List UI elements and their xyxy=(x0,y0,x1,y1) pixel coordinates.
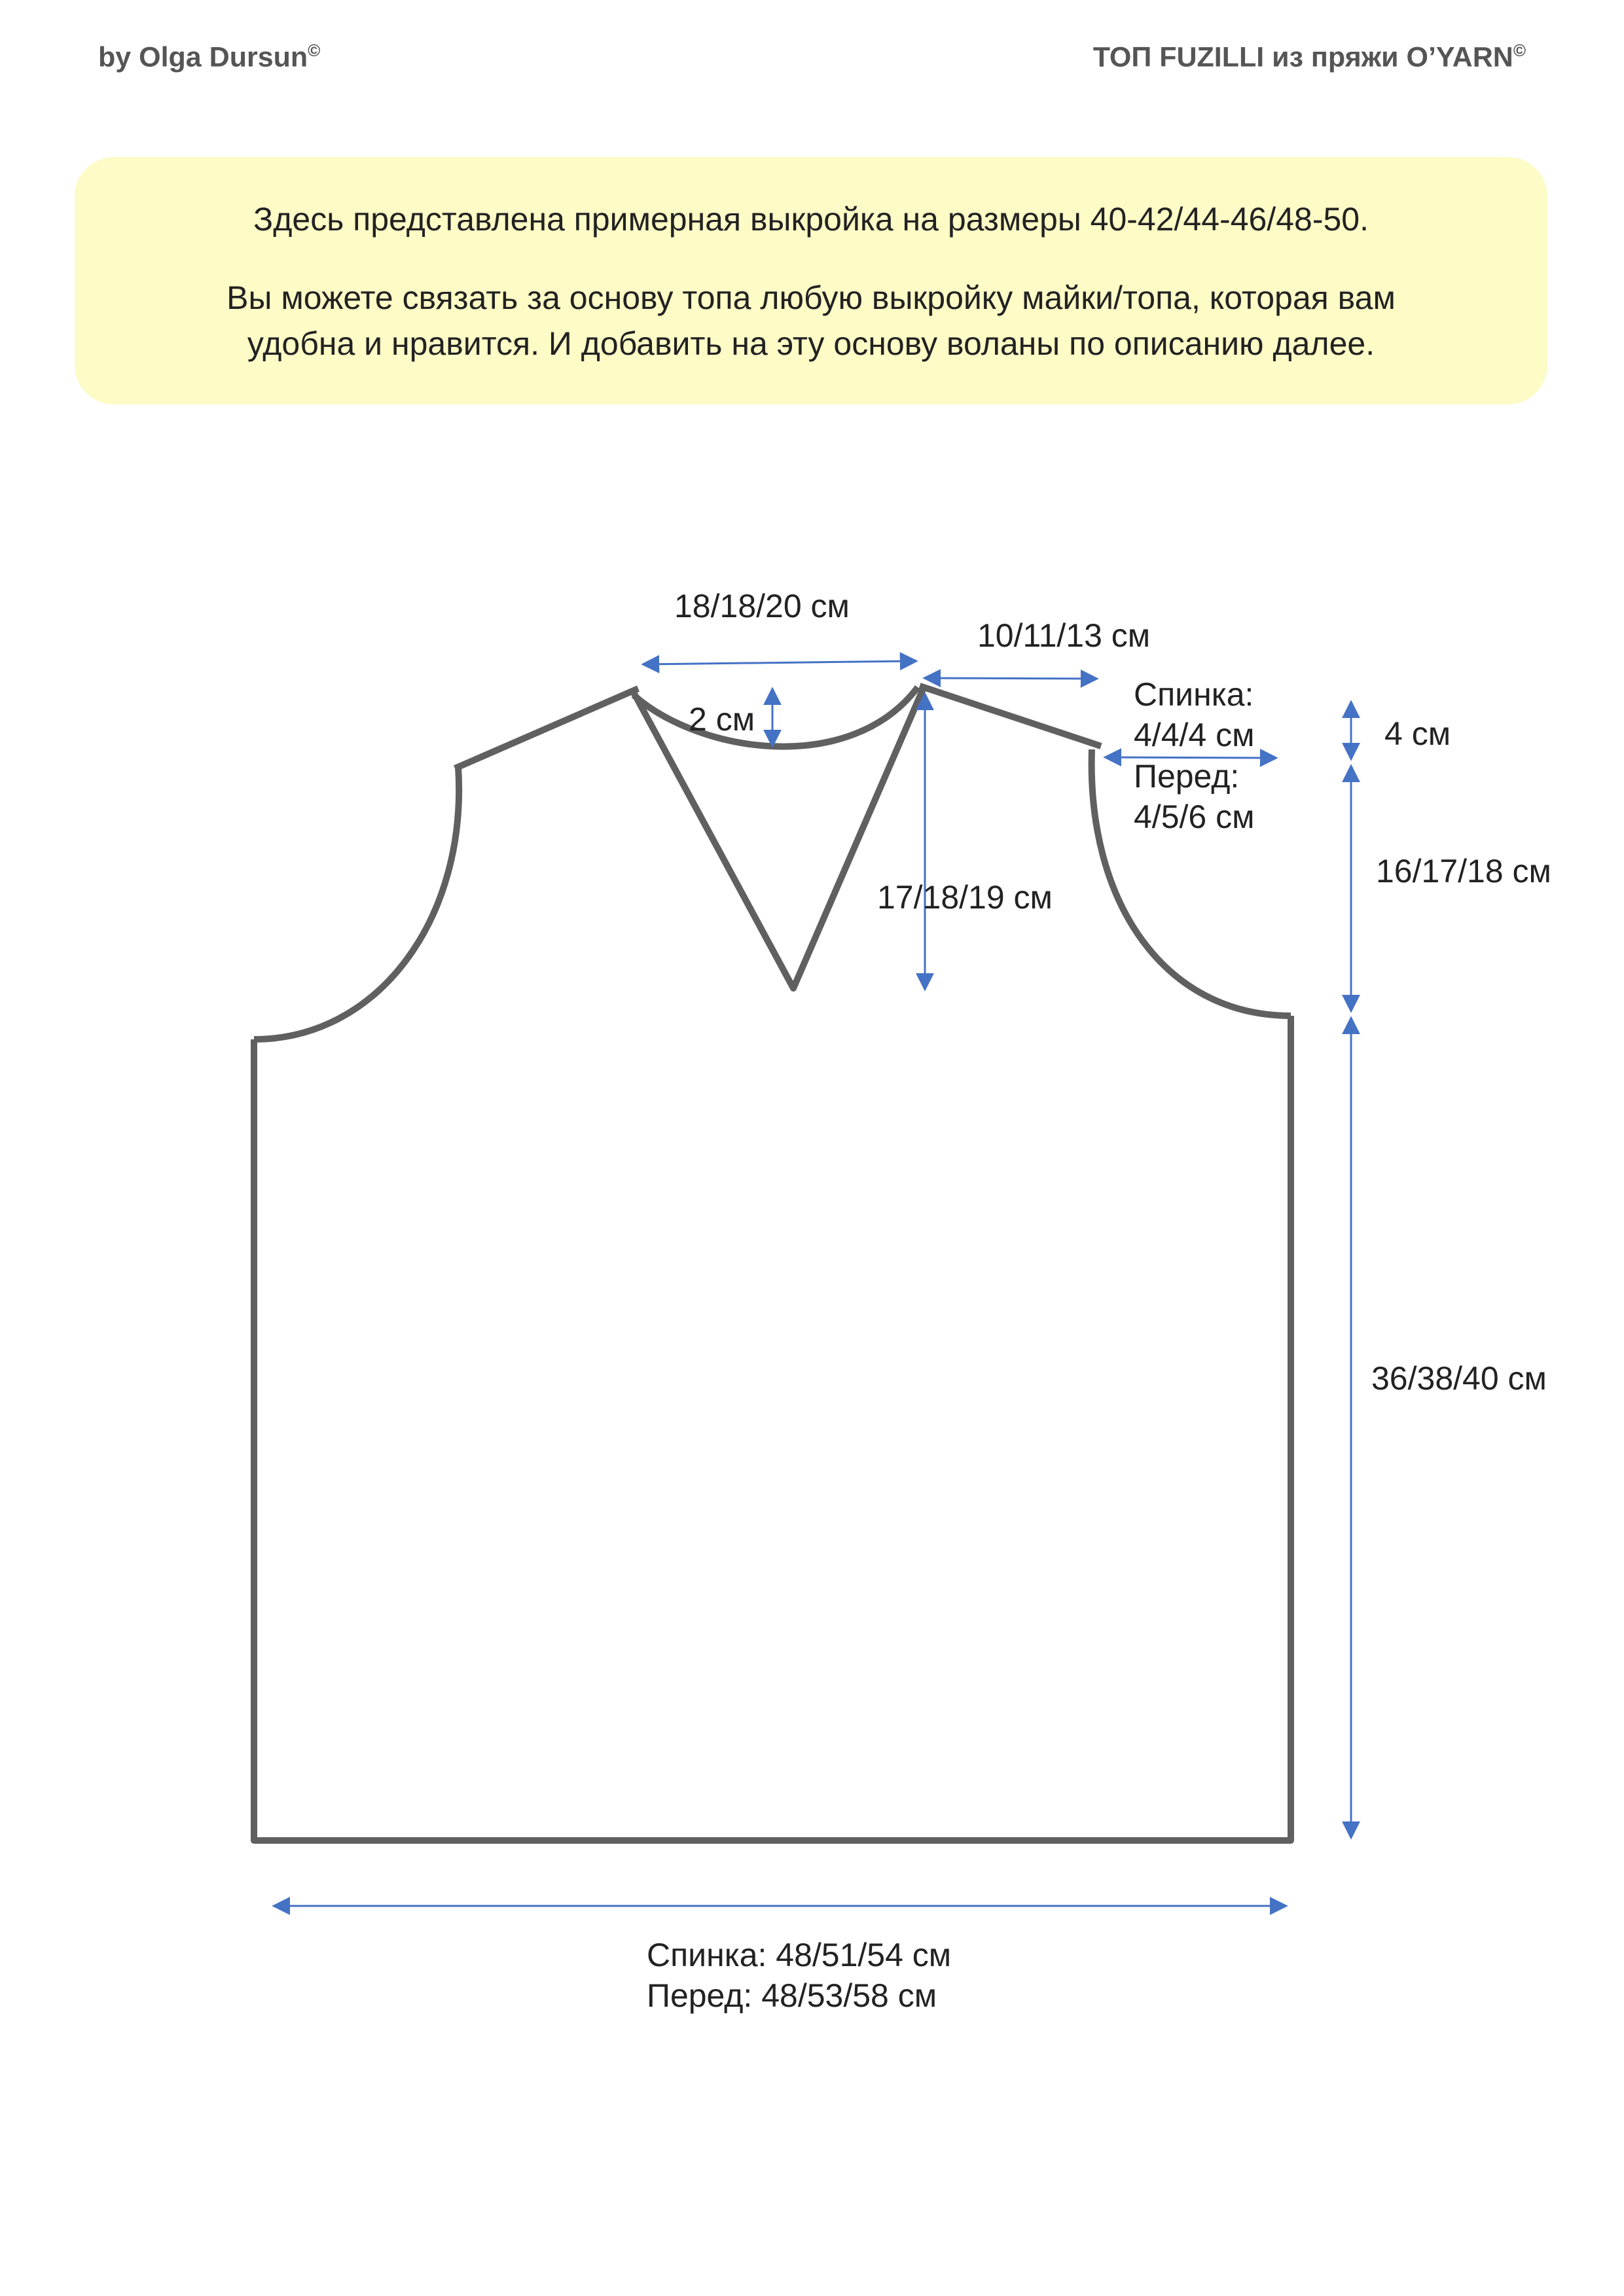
author-name: by Olga Dursun xyxy=(98,41,308,73)
neck-width-label: 18/18/20 см xyxy=(674,588,850,624)
shoulder-slope-back-label: Спинка: xyxy=(1134,676,1254,713)
shoulder-drop-label: 4 см xyxy=(1384,715,1451,752)
shoulder-slope-back-value: 4/4/4 см xyxy=(1134,717,1255,753)
bottom-and-sides-outline xyxy=(254,1016,1291,1840)
shoulder-slope-front-value: 4/5/6 см xyxy=(1134,798,1255,835)
shoulder-width-arrow xyxy=(924,678,1097,679)
shoulder-slope-front-label: Перед: xyxy=(1134,758,1240,795)
neck-width-arrow xyxy=(643,661,916,664)
back-neck-depth-label: 2 см xyxy=(689,701,755,738)
document-title-text: ТОП FUZILLI из пряжи O’YARN xyxy=(1092,41,1513,73)
back-neckline-curve xyxy=(634,687,918,747)
body-length-label: 36/38/40 см xyxy=(1371,1360,1547,1397)
garment-outline xyxy=(254,686,1291,1840)
note-line-3: удобна и нравится. И добавить на эту основу воланы по описанию далее. xyxy=(247,325,1375,362)
front-neck-depth-label: 17/18/19 см xyxy=(877,879,1053,916)
body-width-back-label: Спинка: 48/51/54 см xyxy=(647,1937,952,1973)
body-width-front-label: Перед: 48/53/58 см xyxy=(647,1977,937,2014)
right-shoulder-line xyxy=(920,686,1101,746)
shoulder-width-label: 10/11/13 см xyxy=(977,617,1151,654)
title-copyright-mark: © xyxy=(1513,41,1526,60)
note-line-2: Вы можете связать за основу топа любую выкройку майки/топа, которая вам xyxy=(226,279,1396,316)
front-v-neckline xyxy=(634,689,923,988)
dimension-arrows xyxy=(274,661,1351,1906)
author-copyright-mark: © xyxy=(308,41,321,60)
left-armhole-curve xyxy=(254,767,459,1039)
left-shoulder-line xyxy=(455,689,638,768)
note-line-1: Здесь представлена примерная выкройка на размеры 40-42/44-46/48-50. xyxy=(253,201,1369,238)
armhole-height-label: 16/17/18 см xyxy=(1376,853,1551,889)
